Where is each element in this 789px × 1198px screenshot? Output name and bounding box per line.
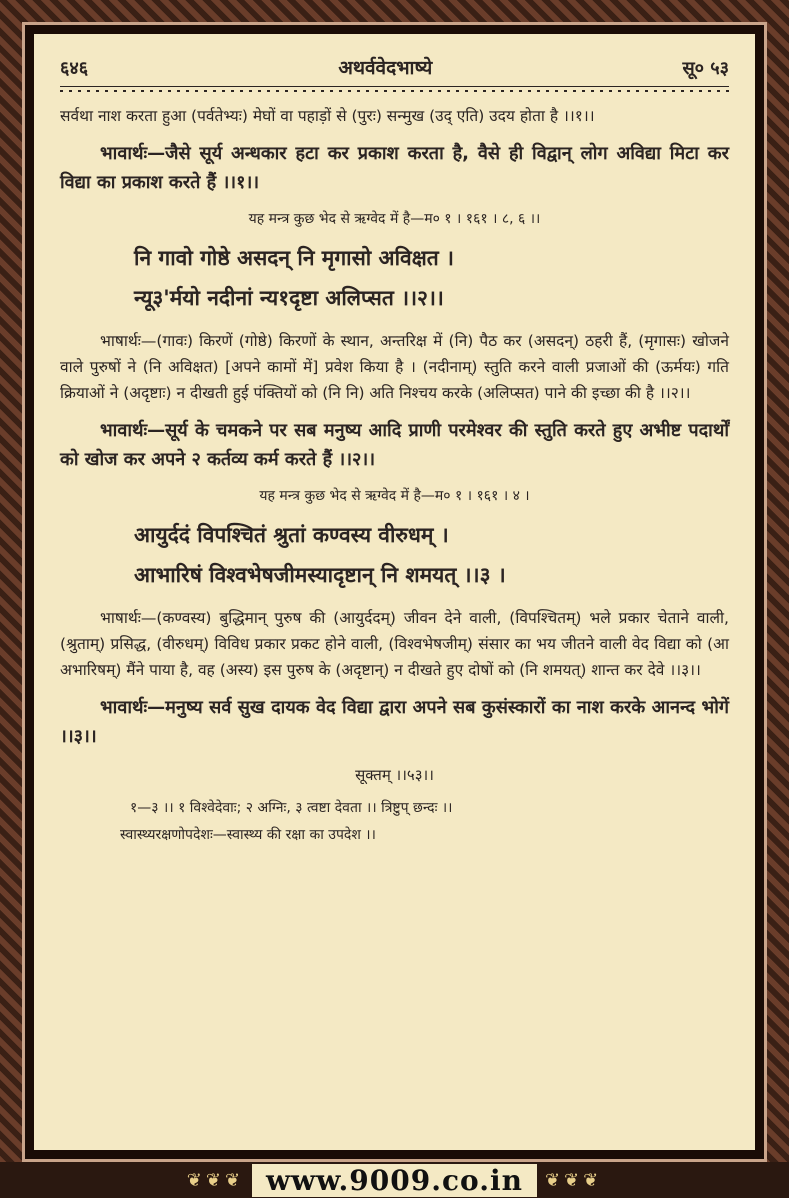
page-header [60,54,729,80]
bhavartha-2: भावार्थः—सूर्य के चमकने पर सब मनुष्य आदि प्राणी परमेश्वर की स्तुति करते हुए अभीष्ट पदार्थों को खोज कर अपने २ कर्तव्य कर्म करते हैं ।।२।। [60,420,729,470]
mantra-3-line-1: आयुर्ददं विपश्चितं श्रुतां कण्वस्य वीरुधम् । [134,523,449,547]
watermark-bar [0,1162,789,1198]
page-number: ६४६ [60,58,89,79]
ornament-right-icon: ❦❦❦ [544,1169,603,1191]
page-title: अथर्ववेदभाष्ये [338,57,433,79]
mantra-2-line-1: नि गावो गोष्ठे असदन् नि मृगासो अविक्षत । [134,246,455,270]
ornament-left-icon: ❦❦❦ [186,1169,245,1191]
mantra-2-line-2: न्यू३'र्मयो नदीनां न्य१दृष्टा अलिप्सत ।।२।। [134,286,444,310]
mantra-3-line-2: आभारिषं विश्वभेषजीमस्यादृष्टान् नि शमयत् ।।३ । [134,563,506,587]
bhavartha-3: भावार्थः—मनुष्य सर्व सुख दायक वेद विद्या द्वारा अपने सब कुसंस्कारों का नाश करके आनन्द भोगें ।।३।। [60,697,729,747]
header-divider [60,86,729,93]
rigveda-reference-2: यह मन्त्र कुछ भेद से ऋग्वेद में है—म० १ । १६१ । ४ । [259,488,530,504]
book-page [34,34,755,1150]
sukta-end: सूक्तम् ।।५३।। [355,766,434,784]
footnote-devata: १—३ ।। १ विश्वेदेवाः; २ अग्निः, ३ त्वष्टा देवता ।। त्रिष्टुप् छन्दः ।। [130,800,453,816]
bhavartha-1: भावार्थः—जैसे सूर्य अन्धकार हटा कर प्रकाश करता है, वैसे ही विद्वान् लोग अविद्या मिटा कर विद्या का प्रकाश करते हैं ।।१।। [60,143,729,193]
paragraph-1: सर्वथा नाश करता हुआ (पर्वतेभ्यः) मेघों वा पहाड़ों से (पुरः) सन्मुख (उद् एति) उदय होता है ।।१।। [60,107,595,125]
watermark-url: www.9009.co.in [252,1164,537,1197]
rigveda-reference-1: यह मन्त्र कुछ भेद से ऋग्वेद में है—म० १ । १६१ । ८, ६ ।। [248,211,541,227]
sukta-number: सू० ५३ [682,58,729,79]
bhasharth-2: भाषार्थः—(गावः) किरणें (गोष्ठे) किरणों के स्थान, अन्तरिक्ष में (नि) पैठ कर (असदन्) ठहरी हैं, (मृगासः) खोजने वाले पुरुषों ने (नि अविक्षत) [अपने कामों में] प्रवेश किया है । (नदीनाम्) स्तुति करने वाली प्रजाओं की (ऊर्मयः) गति क्रियाओं ने (अदृष्टाः) न दीखती हुई पंक्तियों को (नि नि) अति निश्चय करके (अलिप्सत) पाने की इच्छा की है ।।२।। [60,332,729,402]
next-sukta-heading: स्वास्थ्यरक्षणोपदेशः—स्वास्थ्य की रक्षा का उपदेश ।। [120,827,376,843]
bhasharth-3: भाषार्थः—(कण्वस्य) बुद्धिमान् पुरुष की (आयुर्ददम्) जीवन देने वाली, (विपश्चितम्) भले प्रकार चेताने वाली, (श्रुताम्) प्रसिद्ध, (वीरुधम्) विविध प्रकार प्रकट होने वाली, (विश्वभेषजीम्) संसार का भय जीतने वाली वेद विद्या को (आ अभारिषम्) मैंने पाया है, वह (अस्य) इस पुरुष के (अदृष्टान्) न दीखते हुए दोषों को (नि शमयत्) शान्त कर देवे ।।३।। [60,609,729,679]
